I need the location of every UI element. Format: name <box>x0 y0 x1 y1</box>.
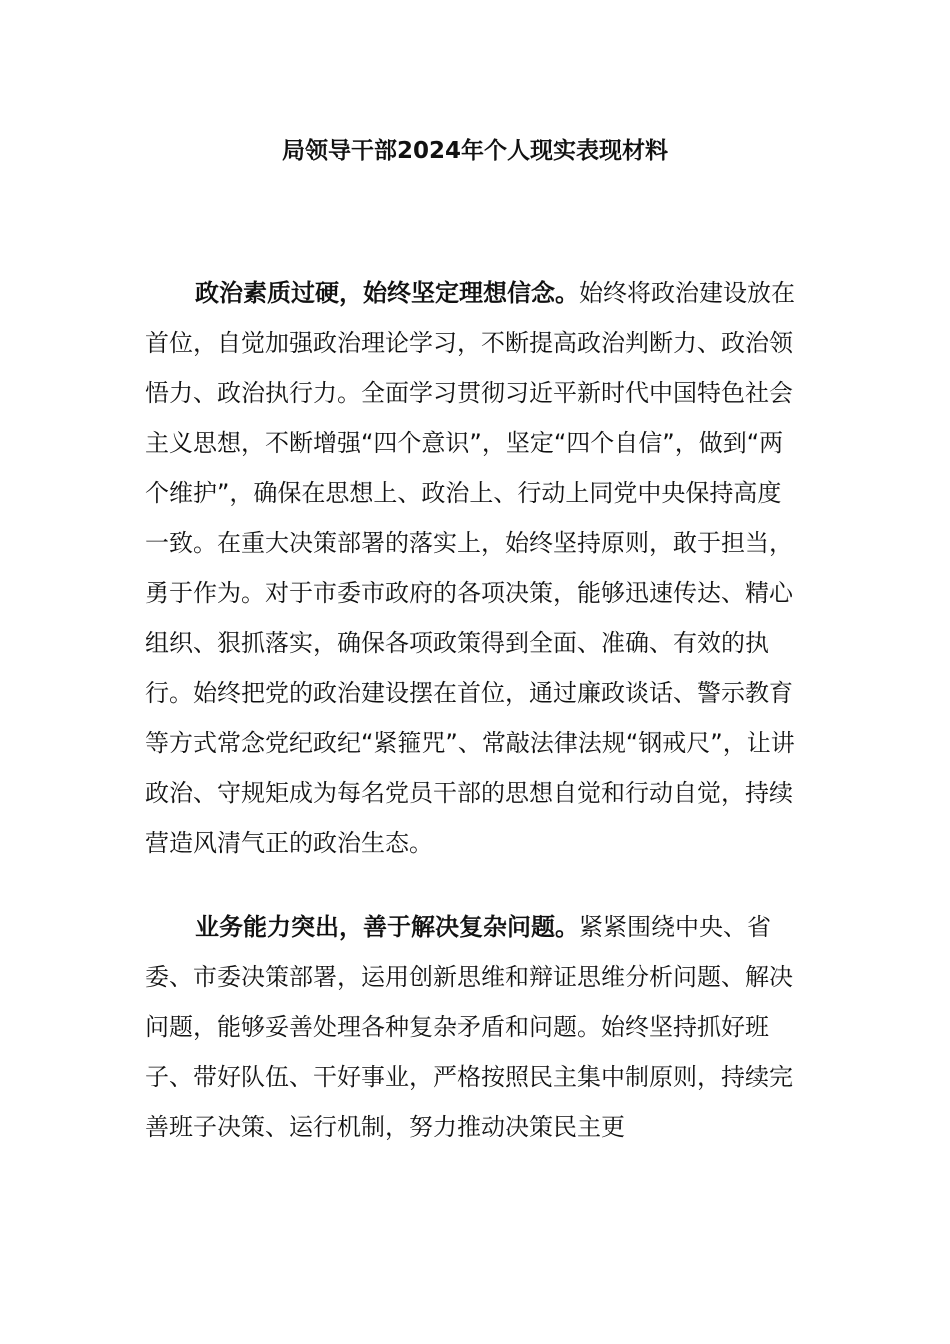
paragraph-lead: 业务能力突出，善于解决复杂问题。 <box>195 913 579 941</box>
paragraph-lead: 政治素质过硬，始终坚定理想信念。 <box>195 279 579 307</box>
paragraph-political-quality <box>145 268 805 868</box>
paragraph-business-ability <box>145 902 805 1152</box>
document-title: 局领导干部2024年个人现实表现材料 <box>281 138 668 164</box>
document-body <box>145 268 805 1152</box>
paragraph-text: 始终将政治建设放在首位，自觉加强政治理论学习，不断提高政治判断力、政治领悟力、政治执行力。全面学习贯彻习近平新时代中国特色社会主义思想，不断增强“四个意识”，坚定“四个自信”，做到“两个维护”，确保在思想上、政治上、行动上同党中央保持高度一致。在重大决策部署的落实上，始终坚持原则，敢于担当，勇于作为。对于市委市政府的各项决策，能够迅速传达、精心组织、狠抓落实，确保各项政策得到全面、准确、有效的执行。始终把党的政治建设摆在首位，通过廉政谈话、警示教育等方式常念党纪政纪“紧箍咒”、常敲法律法规“钢戒尺”，让讲政治、守规矩成为每名党员干部的思想自觉和行动自觉，持续营造风清气正的政治生态。 <box>145 279 795 857</box>
paragraph-text: 紧紧围绕中央、省委、市委决策部署，运用创新思维和辩证思维分析问题、解决问题，能够妥善处理各种复杂矛盾和问题。始终坚持抓好班子、带好队伍、干好事业，严格按照民主集中制原则，持续完善班子决策、运行机制，努力推动决策民主更 <box>145 913 793 1141</box>
